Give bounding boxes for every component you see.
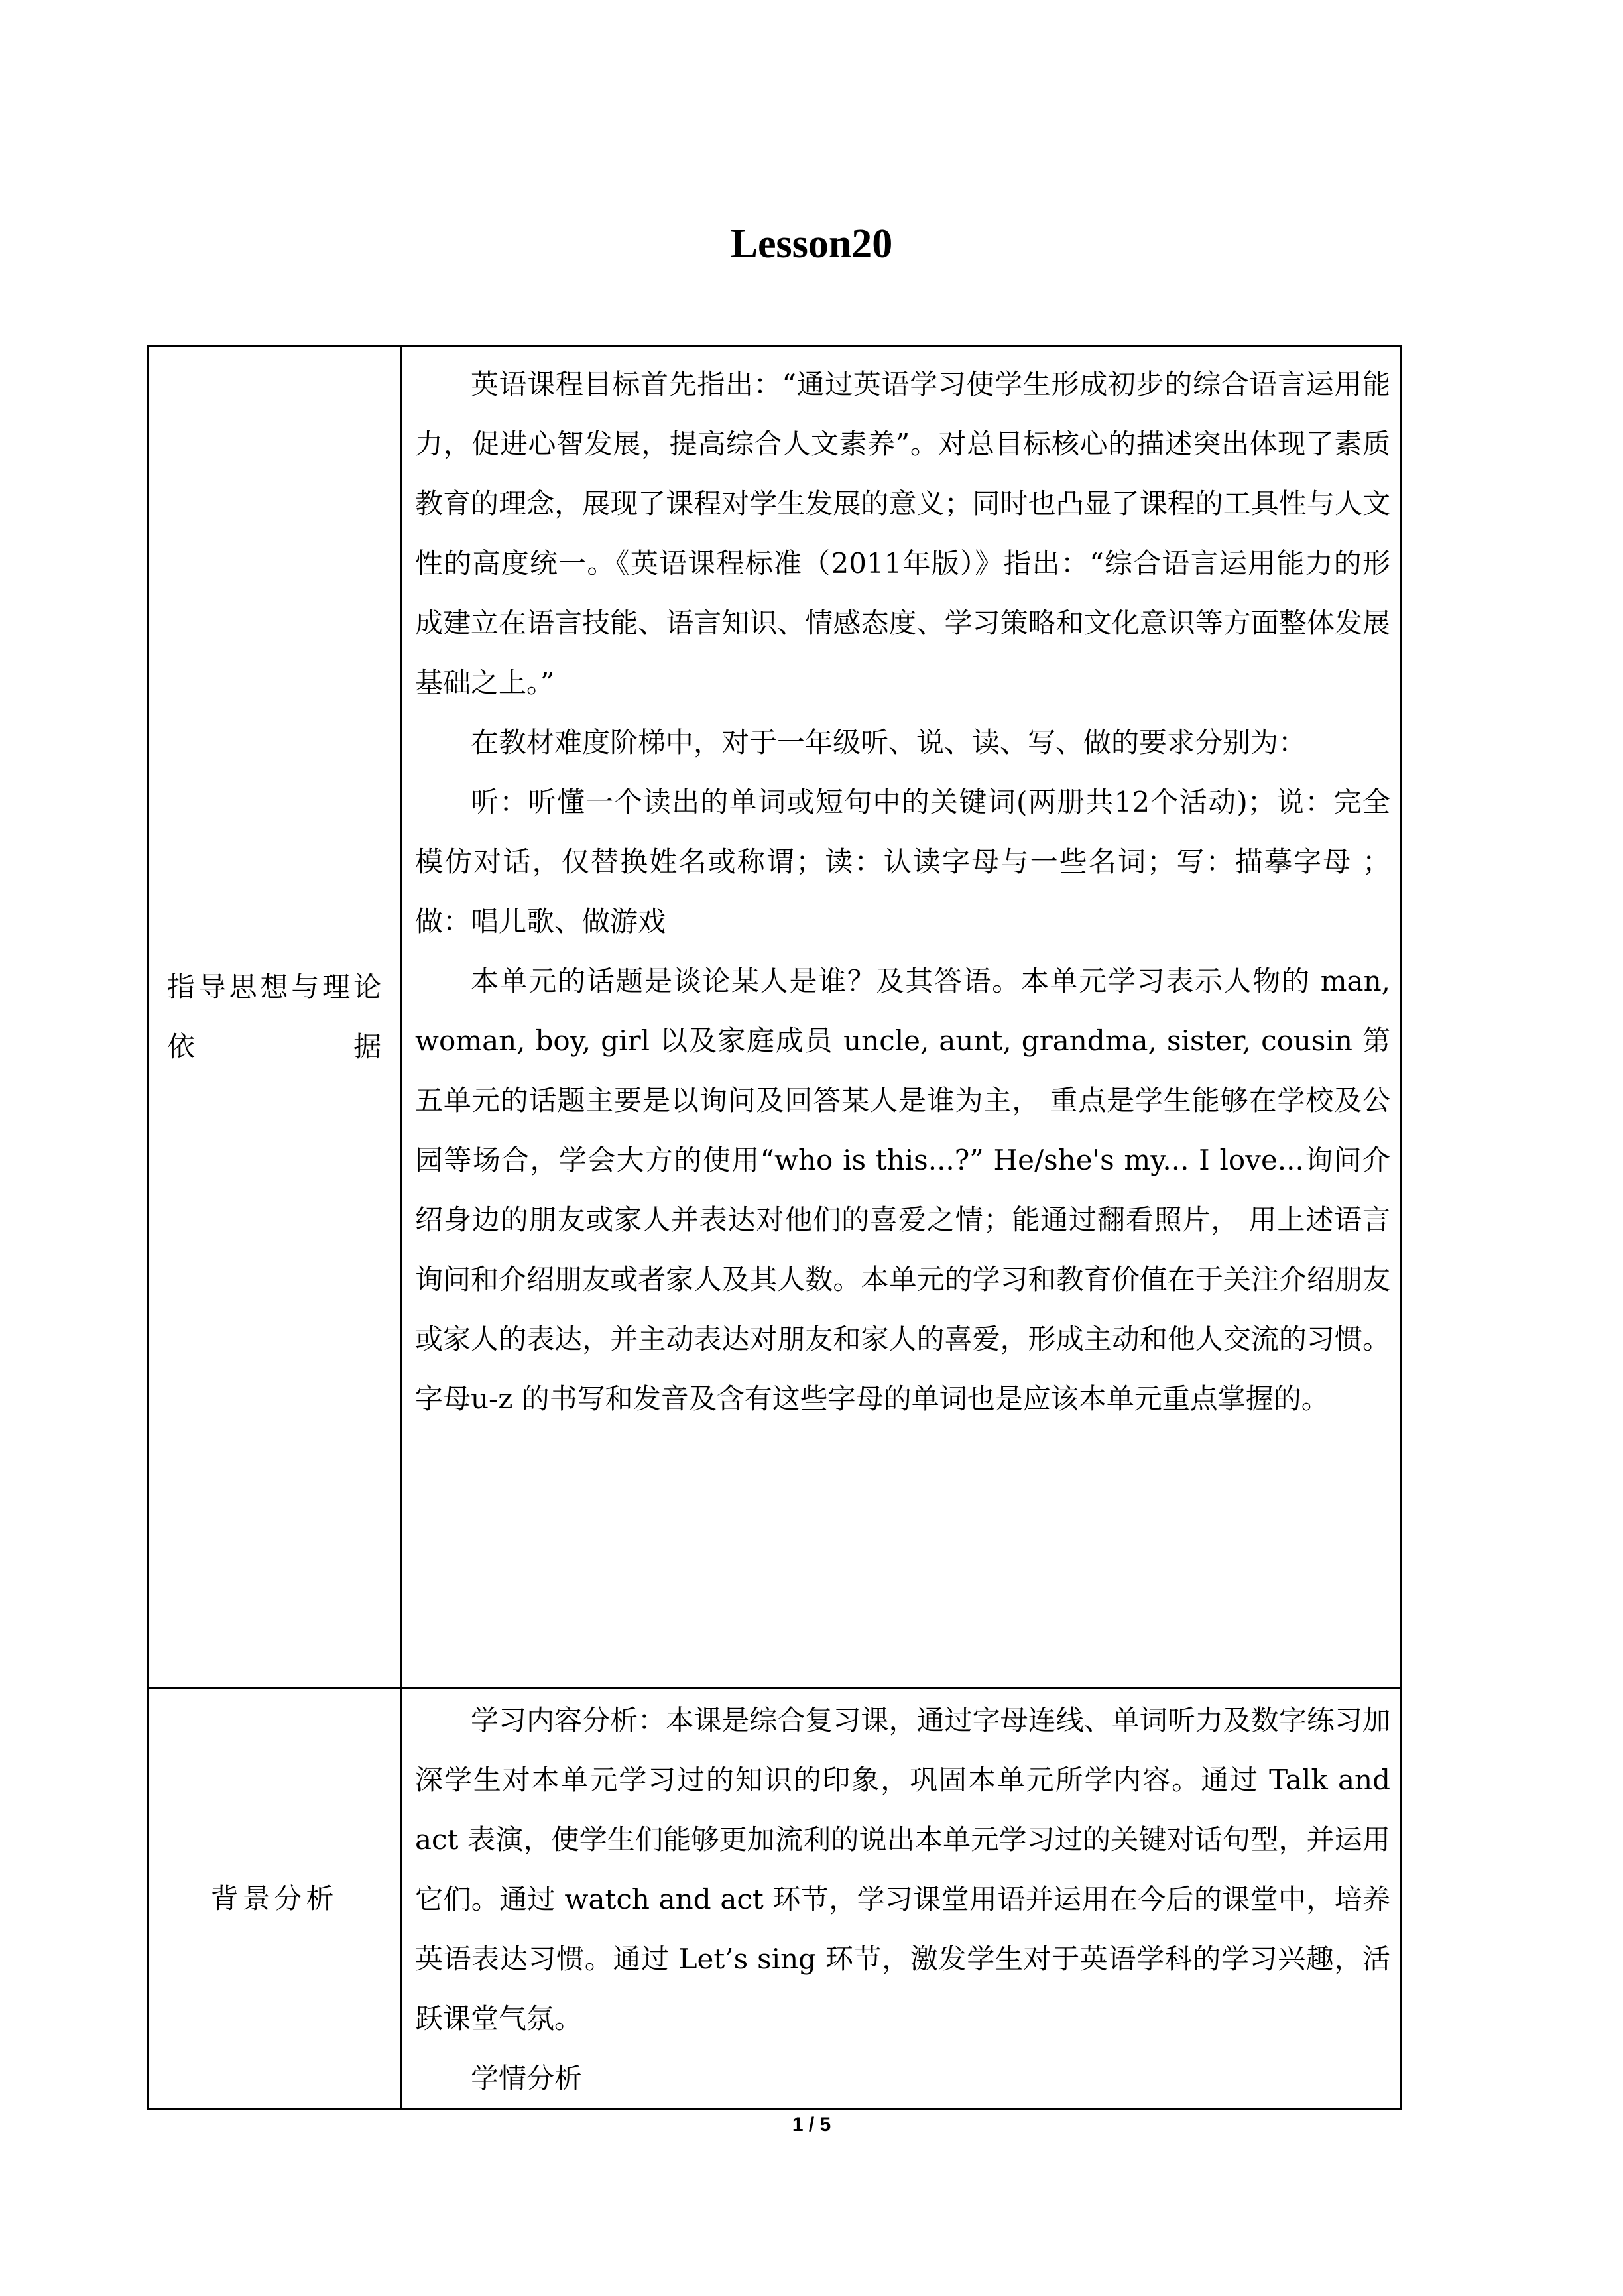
page-title: Lesson20: [730, 221, 893, 267]
content-paragraph: 在教材难度阶梯中，对于一年级听、说、读、写、做的要求分别为：: [471, 726, 1307, 758]
content-paragraph: 英语课程目标首先指出：“通过英语学习使学生形成初步的综合语言运用能力，促进心智发展，提高综合人文素养”。对总目标核心的描述突出体现了素质教育的理念，展现了课程对学生发展的意义；同时也凸显了课程的工具性与人文性的高度统一。《英语课程标准（2011年版）》指出：“综合语言运用能力的形成建立在语言技能、语言知识、情感态度、学习策略和文化意识等方面整体发展基础之上。”: [415, 368, 1390, 699]
page-number: 1 / 5: [792, 2114, 831, 2136]
table-row: [148, 346, 1401, 1689]
row-label: 指导思想与理论依据: [167, 971, 381, 1063]
content-paragraph: 听：听懂一个读出的单词或短句中的关键词(两册共12个活动)；说：完全模仿对话，仅替换姓名或称谓；读：认读字母与一些名词；写：描摹字母 ；做：唱儿歌、做游戏: [415, 786, 1390, 937]
table-row: [148, 1689, 1401, 2110]
content-paragraph: 本单元的话题是谈论某人是谁？及其答语。本单元学习表示人物的 man, woman, boy, girl 以及家庭成员 uncle, aunt, grandma, sister, cousin 第五单元的话题主要是以询问及回答某人是谁为主， 重点是学生能够在学校及公园等场合，学会大方的使用“who is this...?” He/she's my... I love...询问介绍身边的朋友或家人并表达对他们的喜爱之情；能通过翻看照片， 用上述语言询问和介绍朋友或者家人及其人数。本单元的学习和教育价值在于关注介绍朋友或家人的表达，并主动表达对朋友和家人的喜爱，形成主动和他人交流的习惯。字母u-z 的书写和发音及含有这些字母的单词也是应该本单元重点掌握的。: [415, 965, 1390, 1415]
row-label-cell: [148, 1689, 401, 2110]
lesson-plan-table: [147, 345, 1402, 2110]
row-label: 背景分析: [210, 1882, 338, 1915]
row-label-cell: [148, 346, 401, 1689]
row-content-cell: [401, 1689, 1401, 2110]
row-content-cell: [401, 346, 1401, 1689]
content-paragraph: 学情分析: [471, 2062, 583, 2094]
content-paragraph: 学习内容分析：本课是综合复习课，通过字母连线、单词听力及数字练习加深学生对本单元学习过的知识的印象，巩固本单元所学内容。通过 Talk and act 表演，使学生们能够更加流利的说出本单元学习过的关键对话句型，并运用它们。通过 watch and act 环节，学习课堂用语并运用在今后的课堂中，培养英语表达习惯。通过 Let’s sing 环节，激发学生对于英语学科的学习兴趣，活跃课堂气氛。: [415, 1704, 1390, 2035]
